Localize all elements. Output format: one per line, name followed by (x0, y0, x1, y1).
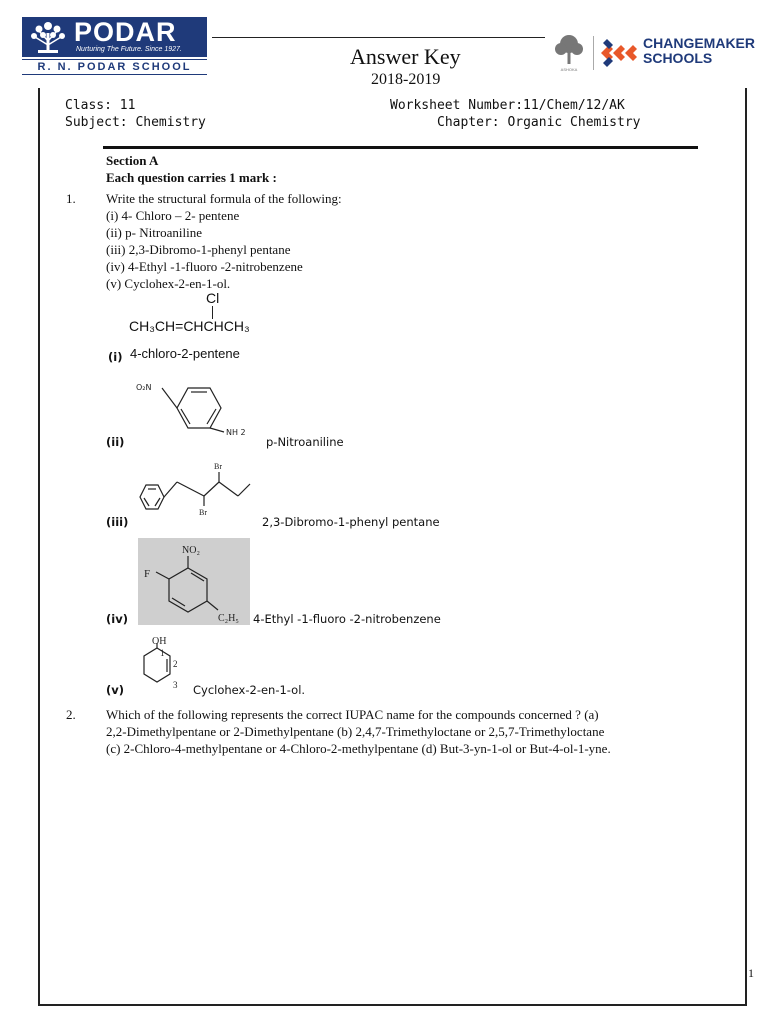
answer-v-label: (v) (106, 683, 125, 697)
frame-left-border (38, 88, 40, 1006)
answer-i-name: 4-chloro-2-pentene (130, 346, 240, 361)
ethyl-label: C₂H₅ (218, 613, 239, 624)
tree-icon (26, 19, 70, 55)
answer-i-formula: CH₃CH=CHCHCH₃ (129, 318, 250, 334)
header-divider (103, 146, 698, 149)
changemaker-text (643, 36, 755, 66)
q2-line-3: (c) 2-Chloro-4-methylpentane or 4-Chloro-2-methylpentane (d) But-3-yn-1-ol or But-4-ol-1-yne. (106, 741, 611, 756)
q1-item-i: (i) 4- Chloro – 2- pentene (106, 208, 240, 223)
chevron-mark-icon (599, 35, 639, 71)
carbon-2-label: 2 (173, 659, 178, 669)
q2-line-2: 2,2-Dimethylpentane or 2-Dimethylpentane (b) 2,4,7-Trimethyloctane or 2,5,7-Trimethyloctane (106, 724, 605, 739)
chapter-label: Chapter: Organic Chemistry (437, 115, 641, 130)
podar-logo-tagline: Nurturing The Future. Since 1927. (76, 46, 182, 53)
fluoro-label: F (144, 568, 151, 580)
answer-iii-label: (iii) (106, 515, 129, 529)
amino-group-label: NH 2 (226, 428, 246, 437)
nitro-group-label: O₂N (136, 383, 152, 392)
hydroxyl-label: OH (152, 636, 167, 647)
school-name: R. N. PODAR SCHOOL (22, 59, 207, 75)
podar-school-logo (22, 17, 207, 75)
section-title: Section A (106, 153, 159, 168)
page-number: 1 (748, 966, 754, 980)
q2-number: 2. (66, 707, 76, 722)
q1-item-v: (v) Cyclohex-2-en-1-ol. (106, 276, 231, 291)
subject-label: Subject: Chemistry (65, 115, 206, 130)
frame-bottom-border (38, 1004, 747, 1006)
class-label: Class: 11 (65, 98, 136, 113)
q1-item-iv: (iv) 4-Ethyl -1-fluoro -2-nitrobenzene (106, 259, 303, 274)
frame-right-border (745, 88, 747, 1006)
answer-ii-name: p-Nitroaniline (266, 435, 344, 449)
structure-dibromo-phenyl-pentane (132, 458, 257, 522)
logo-divider (593, 36, 594, 70)
answer-v-name: Cyclohex-2-en-1-ol. (193, 683, 306, 697)
podar-logo-banner (22, 17, 207, 57)
ashoka-label: ASHOKA (560, 67, 578, 72)
worksheet-number: Worksheet Number:11/Chem/12/AK (390, 98, 625, 113)
answer-iii-name: 2,3-Dibromo-1-phenyl pentane (262, 515, 440, 529)
answer-iv-name: 4-Ethyl -1-fluoro -2-nitrobenzene (253, 612, 441, 626)
q1-number: 1. (66, 191, 76, 206)
podar-logo-name: PODAR (74, 17, 177, 47)
section-note: Each question carries 1 mark : (106, 170, 277, 185)
q1-item-ii: (ii) p- Nitroaniline (106, 225, 203, 240)
answer-i-label: (i) (108, 350, 123, 364)
bromine-label-1: Br (214, 462, 222, 471)
q1-item-iii: (iii) 2,3-Dibromo-1-phenyl pentane (106, 242, 291, 257)
top-rule (212, 37, 545, 38)
changemaker-line1: CHANGEMAKER (643, 35, 755, 51)
bromine-label-2: Br (199, 508, 207, 517)
changemaker-line2: SCHOOLS (643, 50, 713, 66)
changemaker-schools-logo (553, 32, 755, 74)
q2-line-1: Which of the following represents the correct IUPAC name for the compounds concerned ? (a) (106, 707, 599, 722)
q1-prompt: Write the structural formula of the following: (106, 191, 342, 206)
answer-ii-label: (ii) (106, 435, 125, 449)
nitro-label: NO₂ (182, 545, 200, 556)
structure-p-nitroaniline (132, 378, 252, 442)
page-title: Answer Key (350, 44, 461, 69)
ashoka-tree-icon (553, 34, 585, 72)
carbon-1-label: 1 (160, 648, 165, 658)
answer-iv-label: (iv) (106, 612, 128, 626)
structure-cyclohexenol (132, 634, 192, 692)
structure-ethyl-fluoro-nitrobenzene (138, 538, 250, 625)
answer-i-substituent: Cl (206, 290, 220, 306)
academic-year: 2018-2019 (371, 71, 441, 88)
carbon-3-label: 3 (173, 680, 178, 690)
